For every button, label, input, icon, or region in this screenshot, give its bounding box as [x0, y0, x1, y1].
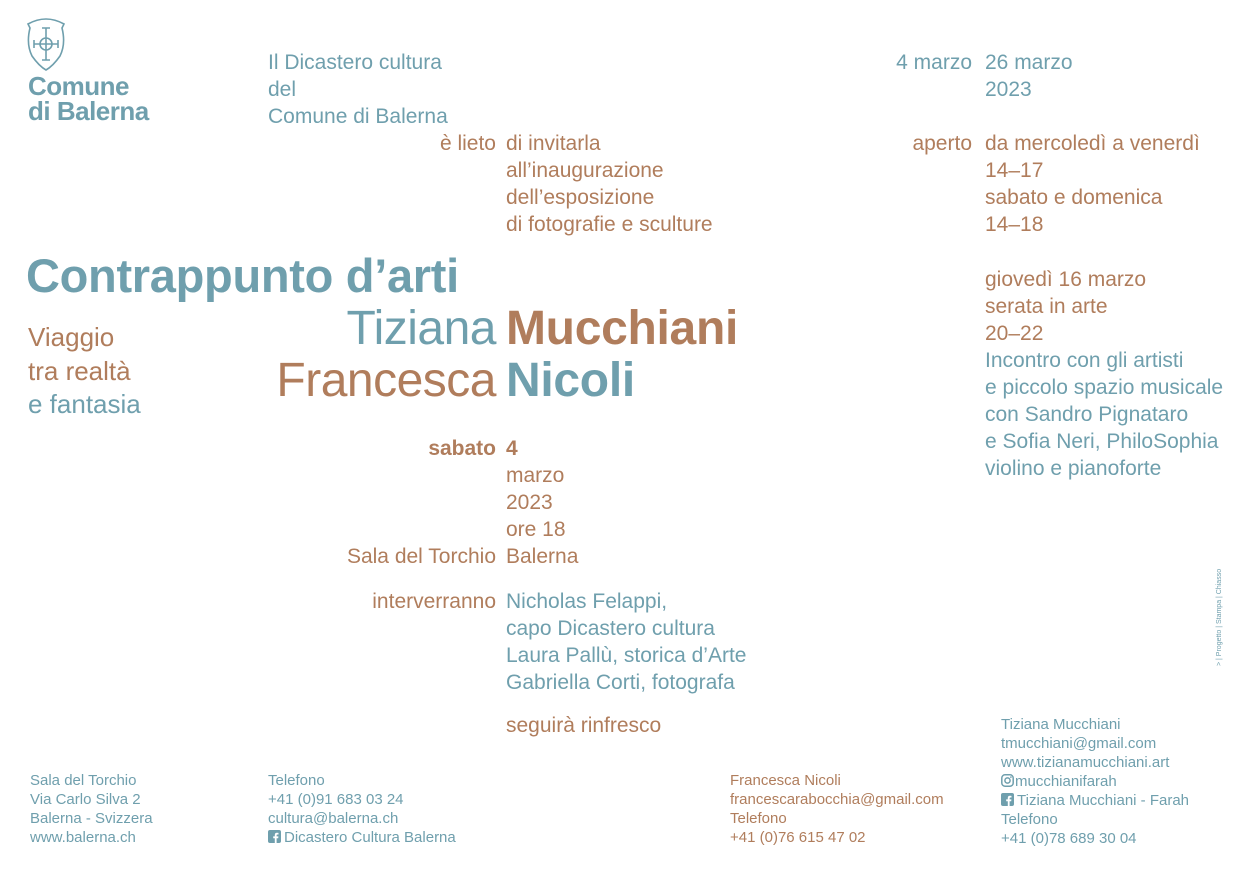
opening-place: Balerna: [506, 545, 579, 568]
event-line: giovedì 16 marzo: [985, 268, 1147, 291]
subtitle: [28, 321, 141, 422]
hours-line: sabato e domenica: [985, 186, 1163, 209]
subtitle-line: e fantasia: [28, 389, 141, 419]
speaker-line: Nicholas Felappi,: [506, 590, 668, 613]
intro-label: è lieto: [439, 132, 496, 155]
intro-line: Il Dicastero cultura: [268, 51, 442, 74]
venue-line: Via Carlo Silva 2: [30, 791, 141, 808]
event-line: con Sandro Pignataro: [985, 403, 1189, 426]
hours-label: aperto: [912, 132, 972, 155]
opening-place-label: Sala del Torchio: [346, 545, 496, 568]
subtitle-line: tra realtà: [28, 355, 131, 386]
artist-2-first-name: Francesca: [276, 354, 496, 407]
event-line: Incontro con gli artisti: [985, 349, 1184, 372]
facebook-icon: [1001, 793, 1014, 806]
speaker-line: Laura Pallù, storica d’Arte: [506, 644, 747, 667]
dates-to: [985, 49, 1073, 103]
intro-organizer: [268, 49, 448, 130]
footer-francesca: [730, 771, 944, 847]
francesca-email-link[interactable]: francescarabocchia@gmail.com: [730, 791, 944, 808]
coat-of-arms-icon: [22, 14, 70, 72]
hours-list: [985, 130, 1200, 238]
contact-email-link[interactable]: cultura@balerna.ch: [268, 810, 399, 827]
francesca-phone: +41 (0)76 615 47 02: [730, 829, 866, 846]
speaker-line: Gabriella Corti, fotografa: [506, 671, 735, 694]
printer-credit-text: > | Progetto | Stampa | Chiasso: [1216, 568, 1223, 666]
event-line: e piccolo spazio musicale: [985, 376, 1224, 399]
opening-time: ore 18: [506, 518, 566, 541]
tiziana-facebook-label: Tiziana Mucchiani - Farah: [1017, 792, 1190, 809]
intro-invite: [506, 130, 713, 238]
invite-line: all’inaugurazione: [506, 159, 664, 182]
tiziana-facebook[interactable]: [1001, 791, 1189, 810]
dates-from: 4 marzo: [896, 51, 972, 74]
speaker-line: capo Dicastero cultura: [506, 617, 715, 640]
contact-facebook[interactable]: [268, 828, 456, 847]
invite-line: dell’esposizione: [506, 186, 655, 209]
logo-wordmark: [28, 71, 149, 126]
tiziana-name: Tiziana Mucchiani: [1001, 716, 1121, 733]
tiziana-phone-label: Telefono: [1001, 811, 1058, 828]
facebook-icon: [268, 830, 281, 843]
speakers-list: [506, 588, 746, 696]
artist-2-last-name: Nicoli: [506, 354, 635, 407]
instagram-icon: [1001, 774, 1014, 787]
contact-phone: +41 (0)91 683 03 24: [268, 791, 404, 808]
subtitle-line: Viaggio: [28, 322, 115, 352]
venue-line: Sala del Torchio: [30, 772, 137, 789]
francesca-phone-label: Telefono: [730, 810, 787, 827]
printer-credit: [1216, 570, 1230, 666]
francesca-name: Francesca Nicoli: [730, 772, 841, 789]
tiziana-instagram-label: mucchianifarah: [1015, 773, 1117, 790]
opening-month: marzo: [506, 464, 565, 487]
footer-tiziana: [1001, 715, 1189, 848]
hours-line: 14–17: [985, 159, 1044, 182]
intro-line: Comune di Balerna: [268, 105, 448, 128]
event-details: [985, 266, 1223, 482]
artist-1-first-name: Tiziana: [346, 302, 496, 355]
intro-line: del: [268, 78, 297, 101]
tiziana-email-link[interactable]: tmucchiani@gmail.com: [1001, 735, 1157, 752]
contact-line: Telefono: [268, 772, 325, 789]
dates-to-line: 26 marzo: [985, 51, 1073, 74]
exhibition-title: Contrappunto d’arti: [26, 249, 459, 302]
speakers-label: interverranno: [372, 590, 496, 613]
tiziana-instagram[interactable]: [1001, 772, 1189, 791]
tiziana-phone: +41 (0)78 689 30 04: [1001, 830, 1137, 847]
contact-facebook-label: Dicastero Cultura Balerna: [284, 829, 456, 846]
logo-line-1: Comune: [28, 71, 129, 101]
opening-day: 4: [506, 437, 518, 460]
invite-line: di invitarla: [506, 132, 601, 155]
venue-website-link[interactable]: www.balerna.ch: [30, 829, 136, 846]
event-line: violino e pianoforte: [985, 457, 1162, 480]
venue-line: Balerna - Svizzera: [30, 810, 153, 827]
tiziana-website-link[interactable]: www.tizianamucchiani.art: [1001, 754, 1170, 771]
dates-to-line: 2023: [985, 78, 1032, 101]
event-line: 20–22: [985, 322, 1044, 345]
footer-venue: [30, 771, 153, 847]
invite-line: di fotografie e sculture: [506, 213, 713, 236]
artist-1-last-name: Mucchiani: [506, 302, 739, 355]
event-line: serata in arte: [985, 295, 1108, 318]
refreshment-note: seguirà rinfresco: [506, 714, 662, 737]
footer-contact: [268, 771, 456, 847]
hours-line: 14–18: [985, 213, 1044, 236]
opening-date: [506, 435, 566, 543]
hours-line: da mercoledì a venerdì: [985, 132, 1200, 155]
opening-day-label: sabato: [428, 437, 496, 460]
event-line: e Sofia Neri, PhiloSophia: [985, 430, 1219, 453]
logo-line-2: di Balerna: [28, 96, 149, 126]
opening-year: 2023: [506, 491, 553, 514]
